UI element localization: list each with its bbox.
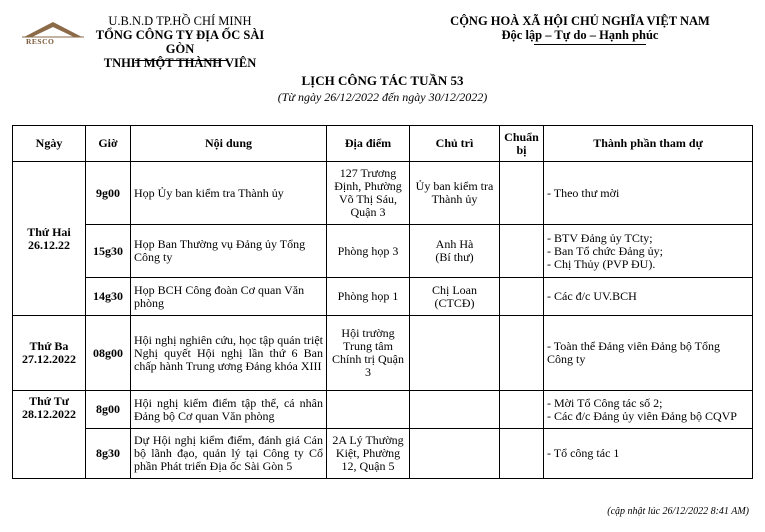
attendees-cell xyxy=(544,429,753,479)
time-cell: 8g30 xyxy=(86,429,131,479)
day-cell xyxy=(13,162,86,316)
prep-cell xyxy=(500,278,544,316)
header-prep: Chuẩn bị xyxy=(500,126,544,162)
content-cell: Hội nghị nghiên cứu, học tập quán triệt Nghị quyết Hội nghị lần thứ 6 Ban chấp hành Trung ương Đảng khóa XIII xyxy=(131,316,327,391)
attendees-cell xyxy=(544,391,753,429)
attendees-cell xyxy=(544,278,753,316)
prep-cell xyxy=(500,225,544,278)
document-title: LỊCH CÔNG TÁC TUẦN 53 xyxy=(301,73,464,88)
content-cell: Họp Ủy ban kiểm tra Thành ủy xyxy=(131,162,327,225)
national-header xyxy=(440,14,720,42)
content-cell: Họp Ban Thường vụ Đảng ủy Tổng Công ty xyxy=(131,225,327,278)
attendee-line: - Chị Thủy (PVP ĐU). xyxy=(547,256,656,271)
schedule-table xyxy=(12,125,753,479)
content-cell: Dự Hội nghị kiểm điểm, đánh giá Cán bộ lãnh đạo, quản lý tại Công ty Cổ phần Phát triển Địa ốc Sài Gòn 5 xyxy=(131,429,327,479)
place-cell: 127 Trương Định, Phường Võ Thị Sáu, Quận 3 xyxy=(327,162,410,225)
time-cell: 9g00 xyxy=(86,162,131,225)
day-date: 28.12.2022 xyxy=(22,407,76,421)
prep-cell xyxy=(500,316,544,391)
header-row xyxy=(13,126,753,162)
time-cell: 15g30 xyxy=(86,225,131,278)
attendee-line: - Các đ/c Đảng ủy viên Đảng bộ CQVP xyxy=(547,408,737,423)
chair-line: Anh Hà xyxy=(435,237,474,251)
table-row xyxy=(13,391,753,429)
day-date: 26.12.22 xyxy=(28,237,70,252)
prep-cell xyxy=(500,162,544,225)
roof-logo-icon xyxy=(22,20,84,38)
table-row xyxy=(13,278,753,316)
table-row xyxy=(13,429,753,479)
chair-cell: Ủy ban kiểm tra Thành ủy xyxy=(410,162,500,225)
update-timestamp: (cập nhật lúc 26/12/2022 8:41 AM) xyxy=(607,506,749,517)
time-cell: 8g00 xyxy=(86,391,131,429)
time-cell: 08g00 xyxy=(86,316,131,391)
chair-cell xyxy=(410,429,500,479)
place-cell: Hội trường Trung tâm Chính trị Quận 3 xyxy=(327,316,410,391)
day-name: Thứ Ba xyxy=(29,339,69,353)
chair-cell xyxy=(410,278,500,316)
chair-cell xyxy=(410,316,500,391)
header-day: Ngày xyxy=(13,126,86,162)
table-row xyxy=(13,162,753,225)
chair-line: Chị Loan xyxy=(432,282,477,297)
header-place: Địa điểm xyxy=(327,126,410,162)
organization-name xyxy=(80,14,280,70)
place-cell: Phòng họp 1 xyxy=(327,278,410,316)
place-cell xyxy=(327,391,410,429)
attendee-line: - Các đ/c UV.BCH xyxy=(547,289,637,303)
day-name: Thứ Hai xyxy=(27,224,71,239)
chair-cell xyxy=(410,225,500,278)
nation-line-2: Độc lập – Tự do – Hạnh phúc xyxy=(501,28,659,42)
table-row xyxy=(13,225,753,278)
day-name: Thứ Tư xyxy=(29,394,69,408)
attendee-line: - BTV Đảng ủy TCty; xyxy=(547,230,653,245)
place-cell: 2A Lý Thường Kiệt, Phường 12, Quận 5 xyxy=(327,429,410,479)
day-date: 27.12.2022 xyxy=(22,352,76,366)
attendee-line: - Ban Tổ chức Đảng ủy; xyxy=(547,243,663,258)
content-cell: Hội nghị kiểm điểm tập thể, cá nhân Đảng bộ Cơ quan Văn phòng xyxy=(131,391,327,429)
attendee-line: - Theo thư mời xyxy=(547,185,620,200)
org-line-2: TỔNG CÔNG TY ĐỊA ỐC SÀI GÒN xyxy=(95,28,265,56)
attendees-cell xyxy=(544,225,753,278)
day-cell xyxy=(13,316,86,391)
org-line-1: U.B.N.D TP.HỒ CHÍ MINH xyxy=(108,14,252,28)
header-time: Giờ xyxy=(86,126,131,162)
attendees-cell xyxy=(544,162,753,225)
attendees-cell: - Toàn thể Đảng viên Đảng bộ Tổng Công ty xyxy=(544,316,753,391)
chair-line: (Bí thư) xyxy=(435,250,474,264)
content-cell: Họp BCH Công đoàn Cơ quan Văn phòng xyxy=(131,278,327,316)
logo-text: RESCO xyxy=(26,37,55,46)
prep-cell xyxy=(500,429,544,479)
table-row xyxy=(13,316,753,391)
header-content: Nội dung xyxy=(131,126,327,162)
attendee-line: - Tổ công tác 1 xyxy=(547,446,620,460)
org-line-3: TNHH MỘT THÀNH VIÊN xyxy=(103,56,257,70)
place-cell: Phòng họp 3 xyxy=(327,225,410,278)
prep-cell xyxy=(500,391,544,429)
time-cell: 14g30 xyxy=(86,278,131,316)
document-subtitle: (Từ ngày 26/12/2022 đến ngày 30/12/2022) xyxy=(277,90,488,104)
chair-line: (CTCĐ) xyxy=(434,295,475,310)
company-logo xyxy=(22,20,84,46)
header-chair: Chủ trì xyxy=(410,126,500,162)
org-underline xyxy=(135,60,227,61)
attendee-line: - Mời Tổ Công tác số 2; xyxy=(547,395,663,410)
nation-line-1: CỘNG HOÀ XÃ HỘI CHỦ NGHĨA VIỆT NAM xyxy=(450,14,710,28)
day-cell xyxy=(13,391,86,479)
chair-cell xyxy=(410,391,500,429)
header-attendees: Thành phần tham dự xyxy=(544,126,753,162)
nation-underline xyxy=(534,44,646,45)
